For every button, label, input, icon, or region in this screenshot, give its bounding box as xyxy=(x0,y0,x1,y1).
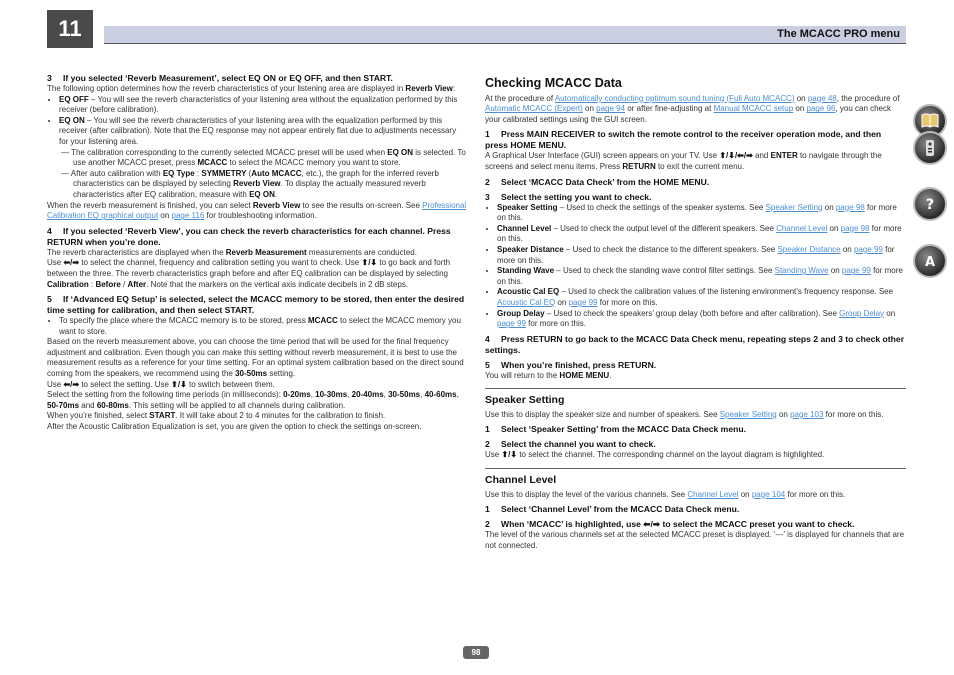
step-4-heading: 4 If you selected ‘Reverb View’, you can check the reverb characteristics for each channel. Press RETURN when you’re done. xyxy=(47,225,451,247)
item-link[interactable]: Standing Wave xyxy=(774,266,829,276)
speaker-setting-intro: Use this to display the speaker size and number of speakers. See Speaker Setting on page 103 for more on this. xyxy=(485,409,884,419)
manual-mcacc-link[interactable]: Manual MCACC setup xyxy=(713,104,794,114)
mcacc-data-item: • Standing Wave – Used to check the standing wave control filter settings. See Standing Wave on page 99 for more on this. xyxy=(497,266,906,287)
step-3-heading: 3 If you selected ‘Reverb Measurement’, select EQ ON or EQ OFF, and then START. xyxy=(47,73,393,83)
mcacc-data-item: • Speaker Distance – Used to check the distance to the different speakers. See Speaker Distance on page 99 for more on this. xyxy=(497,245,906,266)
page-48-link[interactable]: page 48 xyxy=(807,93,837,103)
auto-mcacc-expert-link[interactable]: Automatic MCACC (Expert) xyxy=(485,104,583,114)
divider xyxy=(485,468,906,469)
eq-on-note-1: — The calibration corresponding to the currently selected MCACC preset will be used when EQ ON is selected. To use another MCACC preset, press MCACC to select the MCACC memory you want to store. xyxy=(61,147,466,168)
step-3-intro: The following option determines how the reverb characteristics of your listening area are displayed in Reverb View: xyxy=(47,84,456,93)
r-step-1-heading: 1 Press MAIN RECEIVER to switch the remote control to the receiver operation mode, and then press HOME MENU. xyxy=(485,129,882,151)
item-page-link[interactable]: page 98 xyxy=(835,202,865,212)
side-nav-index-icon[interactable] xyxy=(913,244,947,278)
svg-text:?: ? xyxy=(925,197,935,213)
r-step-5-para: You will return to the HOME MENU. xyxy=(485,370,612,380)
r-step-1-para: A Graphical User Interface (GUI) screen appears on your TV. Use ⬆/⬇/⬅/➡ and ENTER to navigate through the screens and select menu items. Press RETURN to exit the current menu. xyxy=(485,151,882,171)
svg-text:A: A xyxy=(924,255,936,270)
speaker-setting-link[interactable]: Speaker Setting xyxy=(719,409,777,419)
item-page-link[interactable]: page 99 xyxy=(568,297,598,307)
item-page-link[interactable]: page 99 xyxy=(497,319,526,329)
page-96-link[interactable]: page 96 xyxy=(806,104,836,114)
r-step-5-heading: 5 When you’re finished, press RETURN. xyxy=(485,359,657,370)
mcacc-data-item: • Group Delay – Used to check the speakers’ group delay (both before and after calibration). See Group Delay on page 99 for more on this. xyxy=(497,309,906,330)
item-page-link[interactable]: page 99 xyxy=(841,266,871,276)
ss-step-2-heading: 2 Select the channel you want to check. xyxy=(485,439,656,450)
ss-step-1-heading: 1 Select ‘Speaker Setting’ from the MCACC Data Check menu. xyxy=(485,424,746,435)
left-column xyxy=(47,73,467,433)
item-page-link[interactable]: page 99 xyxy=(853,244,883,254)
mcacc-data-item: • Speaker Setting – Used to check the settings of the speaker systems. See Speaker Setting on page 98 for more on this. xyxy=(497,203,906,224)
header-bar xyxy=(104,26,906,44)
left-right-arrows-icon: ⬅/➡ xyxy=(63,379,80,389)
book-icon xyxy=(920,111,940,131)
ss-step-2-para: Use ⬆/⬇ to select the channel. The corresponding channel on the layout diagram is highlighted. xyxy=(485,450,825,460)
section-title-speaker-setting: Speaker Setting xyxy=(485,394,565,407)
up-down-arrows-icon: ⬆/⬇ xyxy=(171,379,187,389)
page-104-link[interactable]: page 104 xyxy=(751,489,786,499)
professional-calibration-link[interactable]: Professional Calibration EQ graphical output xyxy=(47,200,467,221)
r-step-4-heading: 4 Press RETURN to go back to the MCACC Data Check menu, repeating steps 2 and 3 to check other settings. xyxy=(485,333,905,355)
step-5-para-5: After the Acoustic Calibration Equalization is set, you are given the option to check the settings on-screen. xyxy=(47,422,422,432)
item-link[interactable]: Channel Level xyxy=(776,223,828,233)
page-103-link[interactable]: page 103 xyxy=(790,409,824,419)
question-icon xyxy=(920,194,940,214)
page-header-title: The MCACC PRO menu xyxy=(777,28,900,40)
r-step-3-heading: 3 Select the setting you want to check. xyxy=(485,191,652,202)
cl-final-para: The level of the various channels set at the selected MCACC preset is displayed. ‘---’ is displayed for channels that are not connected. xyxy=(485,530,905,550)
full-auto-mcacc-link[interactable]: Automatically conducting optimum sound tuning (Full Auto MCACC) xyxy=(554,93,795,103)
checking-intro: At the procedure of Automatically conducting optimum sound tuning (Full Auto MCACC) on page 48, the procedure of Automatic MCACC (Expert) on page 94 or after fine-adjusting at Manual MCACC setup on page 96, you can check your calibrated settings using the GUI screen. xyxy=(485,93,900,124)
mcacc-data-item: • Channel Level – Used to check the output level of the different speakers. See Channel Level on page 98 for more on this. xyxy=(497,224,906,245)
reverb-finished-note: When the reverb measurement is finished, you can select Reverb View to see the results on-screen. See Professional Calibration EQ graphical output on page 116 for troubleshooting information. xyxy=(47,200,467,221)
step-5-para-4: When you’re finished, select START. It will take about 2 to 4 minutes for the calibration to finish. xyxy=(47,411,386,421)
step-5-heading: 5 If ‘Advanced EQ Setup’ is selected, select the MCACC memory to be stored, then enter the desired time setting for calibration, and then select START. xyxy=(47,294,465,316)
page-94-link[interactable]: page 94 xyxy=(596,104,626,114)
up-down-arrows-icon: ⬆/⬇ xyxy=(361,258,378,268)
mcacc-data-item: • Acoustic Cal EQ – Used to check the calibration values of the listening environment’s frequency response. See Acoustic Cal EQ on page 99 for more on this. xyxy=(497,287,906,308)
page-number: 98 xyxy=(463,646,489,659)
item-page-link[interactable]: page 98 xyxy=(840,223,870,233)
up-down-arrows-icon: ⬆/⬇ xyxy=(501,450,518,460)
page-116-link[interactable]: page 116 xyxy=(171,211,205,221)
section-title-channel-level: Channel Level xyxy=(485,474,557,487)
channel-level-link[interactable]: Channel Level xyxy=(687,489,739,499)
divider xyxy=(485,388,906,389)
index-icon xyxy=(920,251,940,271)
cl-step-1-heading: 1 Select ‘Channel Level’ from the MCACC Data Check menu. xyxy=(485,504,740,515)
side-nav-help-icon[interactable] xyxy=(913,187,947,221)
left-right-arrows-icon: ⬅/➡ xyxy=(63,258,80,268)
channel-level-intro: Use this to display the level of the various channels. See Channel Level on page 104 for more on this. xyxy=(485,489,846,499)
mcacc-data-items xyxy=(485,203,906,330)
chapter-number: 11 xyxy=(47,10,93,48)
remote-control-icon xyxy=(920,138,940,158)
side-nav-remote-icon[interactable] xyxy=(913,131,947,165)
eq-off-item: • EQ OFF – You will see the reverb characteristics of your listening area without the equalization performed by this receiver (before calibration). xyxy=(59,95,467,116)
arrow-keys-icon: ⬆/⬇/⬅/➡ xyxy=(719,151,753,161)
r-step-2-heading: 2 Select ‘MCACC Data Check’ from the HOME MENU. xyxy=(485,176,710,187)
right-column xyxy=(485,78,906,551)
item-link[interactable]: Speaker Distance xyxy=(777,244,841,254)
step-4-para-1: The reverb characteristics are displayed when the Reverb Measurement measurements are conducted. xyxy=(47,247,417,257)
cl-step-2-heading: 2 When ‘MCACC’ is highlighted, use ⬅/➡ to select the MCACC preset you want to check. xyxy=(485,519,855,530)
step-4-para-2: Use ⬅/➡ to select the channel, frequency and calibration setting you want to check. Use ⬆/⬇ to go back and forth between the three. The reverb characteristics graph before and after EQ calibration can be displayed by selecting Calibration : Before / After. Note that the markers on the vertical axis indicate decibels in 2 dB steps. xyxy=(47,258,451,289)
item-link[interactable]: Group Delay xyxy=(839,308,885,318)
eq-on-item: • EQ ON – You will see the reverb characteristics of your listening area with the equalization performed by this receiver (after calibration). Note that the EQ response may not appear entirely flat due to adjustments necessary for your listening area. — The calibration corresponding to the currently selected MCACC preset will be used when EQ ON is selected. To use another MCACC preset, press MCACC to select the MCACC memory you want to store. — After auto calibration with EQ Type : SYMMETRY (Auto MCACC, etc.), the graph for the inferred reverb characteristics can be displayed by selecting Reverb View. To display the actually measured reverb characteristics after EQ calibration, measure with EQ ON. xyxy=(59,116,467,201)
step-5-para-2: Use ⬅/➡ to select the setting. Use ⬆/⬇ to switch between them. xyxy=(47,379,275,389)
item-link[interactable]: Acoustic Cal EQ xyxy=(497,297,556,307)
eq-on-note-2: — After auto calibration with EQ Type : SYMMETRY (Auto MCACC, etc.), the graph for the inferred reverb characteristics can be displayed by selecting Reverb View. To display the actually measured reverb characteristics after EQ calibration, measure with EQ ON. xyxy=(61,168,439,199)
item-link[interactable]: Speaker Setting xyxy=(765,202,823,212)
step-5-para-3: Select the setting from the following time periods (in milliseconds): 0-20ms, 10-30ms, 20-40ms, 30-50ms, 40-60ms, 50-70ms and 60-80ms. This setting will be applied to all channels during calibration. xyxy=(47,390,459,410)
section-title-checking-mcacc-data: Checking MCACC Data xyxy=(485,76,622,90)
step-5-para-1: Based on the reverb measurement above, you can choose the time period that will be used for the final frequency adjustment and calibration. Even though you can make this setting without reverb measurement, it is best to use the measurement results as a reference for your time setting. For an optimal system calibration based on the direct sound coming from the speakers, we recommend using the 30-50ms setting. xyxy=(47,337,464,379)
step-5-bullet: • To specify the place where the MCACC memory is to be stored, press MCACC to select the MCACC memory you want to store. xyxy=(59,316,467,337)
